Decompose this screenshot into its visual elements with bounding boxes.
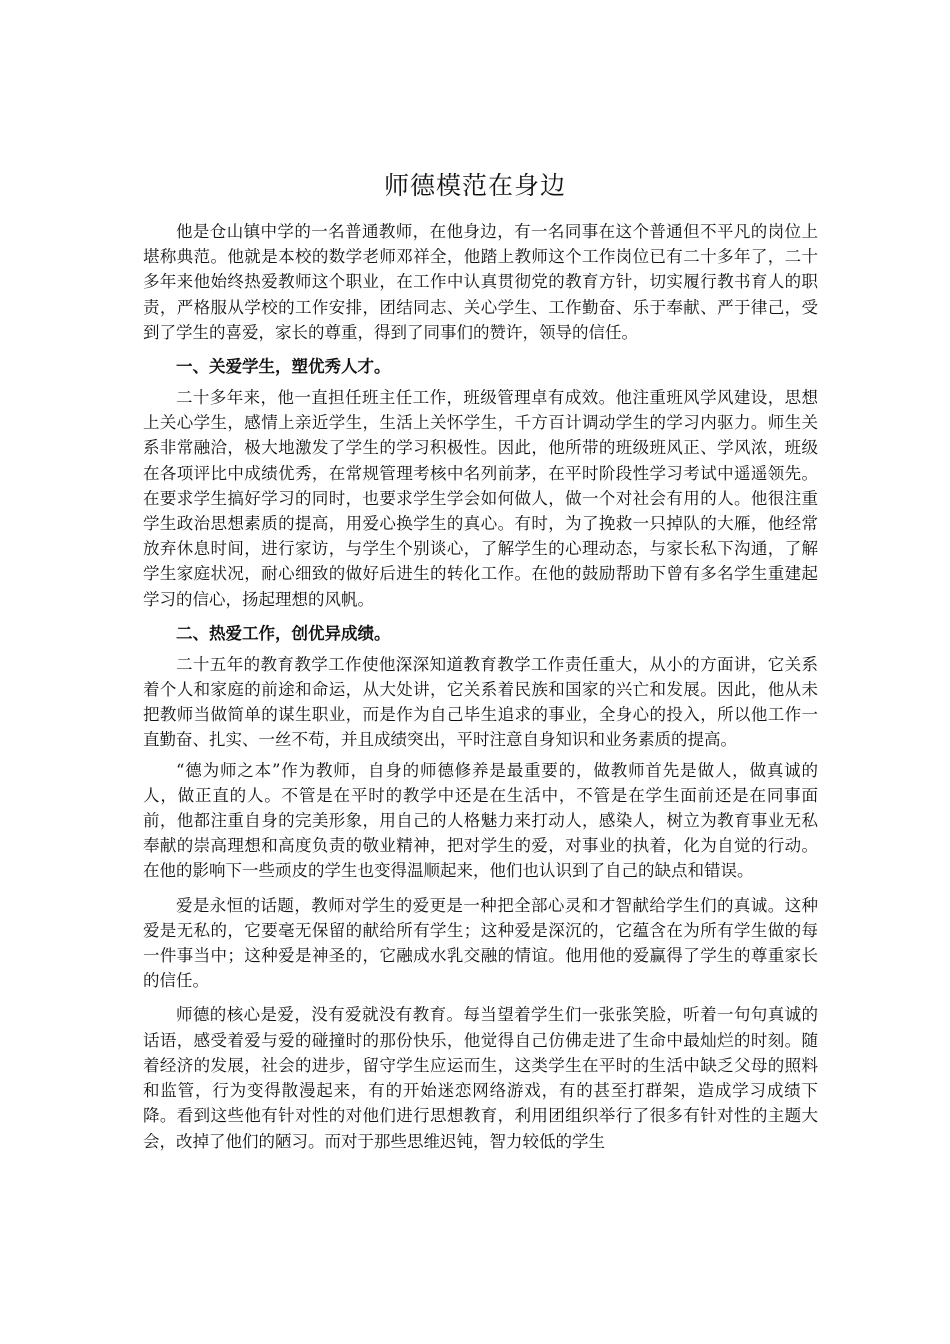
section-2-heading: 二、热爱工作，创优异成绩。 — [176, 623, 391, 643]
section-1-heading: 一、关爱学生，塑优秀人才。 — [176, 357, 391, 377]
section-1-paragraph: 二十多年来，他一直担任班主任工作，班级管理卓有成效。他注重班风学风建设，思想上关心学生，感情上亲近学生，生活上关怀学生，千方百计调动学生的学习内驱力。师生关系非常融洽，极大地激发了学生的学习积极性。因此，他所带的班级班风正、学风浓，班级在各项评比中成绩优秀，在常规管理考核中名列前茅，在平时阶段性学习考试中遥遥领先。在要求学生搞好学习的同时，也要求学生学会如何做人，做一个对社会有用的人。他很注重学生政治思想素质的提高，用爱心换学生的真心。有时，为了挽救一只掉队的大雁，他经常放弃休息时间，进行家访，与学生个别谈心，了解学生的心理动态，与家长私下沟通，了解学生家庭状况，耐心细致的做好后进生的转化工作。在他的鼓励帮助下曾有多名学生重建起学习的信心，扬起理想的风帆。 — [143, 388, 818, 609]
section-2-paragraph-2: “德为师之本”作为教师，自身的师德修养是最重要的，做教师首先是做人，做真诚的人，做正直的人。不管是在平时的教学中还是在生活中，不管是在学生面前还是在同事面前，他都注重自身的完美形象，用自己的人格魅力来打动人，感染人，树立为教育事业无私奉献的崇高理想和高度负责的敬业精神，把对学生的爱，对事业的执着，化为自觉的行动。在他的影响下一些顽皮的学生也变得温顺起来，他们也认识到了自己的缺点和错误。 — [143, 760, 818, 881]
section-2-paragraph-4: 师德的核心是爱，没有爱就没有教育。每当望着学生们一张张笑脸，听着一句句真诚的话语，感受着爱与爱的碰撞时的那份快乐，他觉得自己仿佛走进了生命中最灿烂的时刻。随着经济的发展，社会的进步，留守学生应运而生，这类学生在平时的生活中缺乏父母的照料和监管，行为变得散漫起来，有的开始迷恋网络游戏，有的甚至打群架，造成学习成绩下降。看到这些他有针对性的对他们进行思想教育，利用团组织举行了很多有针对性的主题大会，改掉了他们的陋习。而对于那些思维迟钝，智力较低的学生 — [143, 1005, 818, 1151]
section-2-paragraph-1: 二十五年的教育教学工作使他深深知道教育教学工作责任重大，从小的方面讲，它关系着个人和家庭的前途和命运，从大处讲，它关系着民族和国家的兴亡和发展。因此，他从未把教师当做简单的谋生职业，而是作为自己毕生追求的事业，全身心的投入，所以他工作一直勤奋、扎实、一丝不苟，并且成绩突出，平时注意自身知识和业务素质的提高。 — [143, 654, 818, 750]
section-2-paragraph-3: 爱是永恒的话题，教师对学生的爱更是一种把全部心灵和才智献给学生们的真诚。这种爱是无私的，它要毫无保留的献给所有学生；这种爱是深沉的，它蕴含在为所有学生做的每一件事当中；这种爱是神圣的，它融成水乳交融的情谊。他用他的爱赢得了学生的尊重家长的信任。 — [143, 895, 818, 991]
intro-paragraph: 他是仓山镇中学的一名普通教师，在他身边，有一名同事在这个普通但不平凡的岗位上堪称典范。他就是本校的数学老师邓祥全，他踏上教师这个工作岗位已有二十多年了，二十多年来他始终热爱教师这个职业，在工作中认真贯彻党的教育方针，切实履行教书育人的职责，严格服从学校的工作安排，团结同志、关心学生、工作勤奋、乐于奉献、严于律己，受到了学生的喜爱，家长的尊重，得到了同事们的赞许，领导的信任。 — [143, 222, 818, 342]
document-title: 师德模范在身边 — [383, 171, 566, 200]
document-body — [143, 219, 818, 1154]
